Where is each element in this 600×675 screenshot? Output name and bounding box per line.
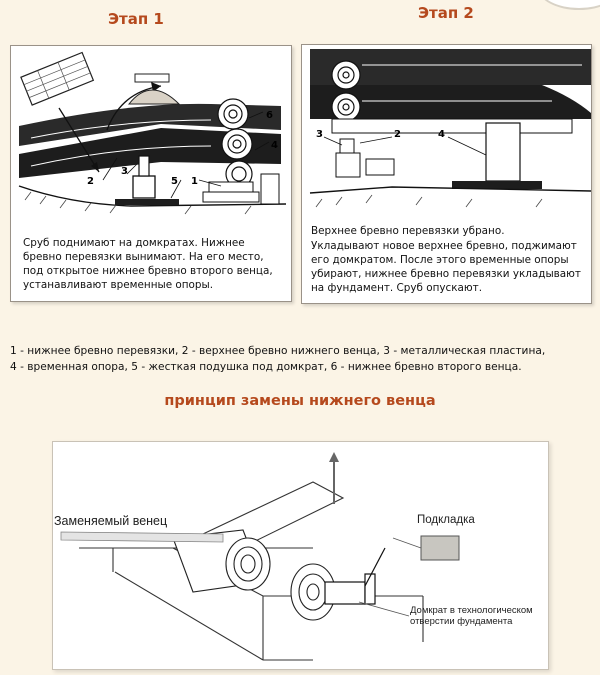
- stage-1-num-3: 3: [121, 166, 128, 177]
- stage-1-title: Этап 1: [108, 10, 164, 28]
- principle-panel: [52, 441, 549, 670]
- stage-2-caption-line-2: Укладывают новое верхнее бревно, поджимают его домкратом. После этого временные опоры убирают, нижнее бревно перевязки укладывают на фундамент. Сруб опускают.: [311, 240, 581, 294]
- label-pad: Подкладка: [417, 514, 475, 526]
- stage-1-panel: [10, 45, 292, 302]
- legend: [10, 343, 595, 375]
- corner-badge: [538, 0, 600, 10]
- stage-1-num-5: 5: [171, 176, 178, 187]
- stage-1-num-4: 4: [271, 140, 278, 151]
- stage-1-num-2: 2: [87, 176, 94, 187]
- stage-2-title: Этап 2: [418, 4, 474, 22]
- label-jack: Домкрат в технологическом отверстии фундамента: [410, 605, 533, 627]
- stage-2-caption-line-1: Верхнее бревно перевязки убрано.: [311, 225, 505, 237]
- legend-line-1: 1 - нижнее бревно перевязки, 2 - верхнее бревно нижнего венца, 3 - металлическая пластина,: [10, 345, 546, 357]
- stage-1-num-6: 6: [266, 110, 273, 121]
- stage-2-num-3: 3: [316, 129, 323, 140]
- stage-2-panel: [301, 44, 592, 304]
- label-replaced-log: Заменяемый венец: [54, 514, 168, 528]
- principle-title: принцип замены нижнего венца: [164, 393, 436, 409]
- principle-drawing: [53, 442, 548, 669]
- stage-1-num-1: 1: [191, 176, 198, 187]
- stage-2-num-4: 4: [438, 129, 445, 140]
- stage-1-caption: Сруб поднимают на домкратах. Нижнее бревно перевязки вынимают. На его место, под открытое нижнее бревно второго венца, устанавливают временные опоры.: [23, 237, 273, 291]
- legend-line-2: 4 - временная опора, 5 - жесткая подушка под домкрат, 6 - нижнее бревно второго венца.: [10, 361, 522, 373]
- stage-2-num-2: 2: [394, 129, 401, 140]
